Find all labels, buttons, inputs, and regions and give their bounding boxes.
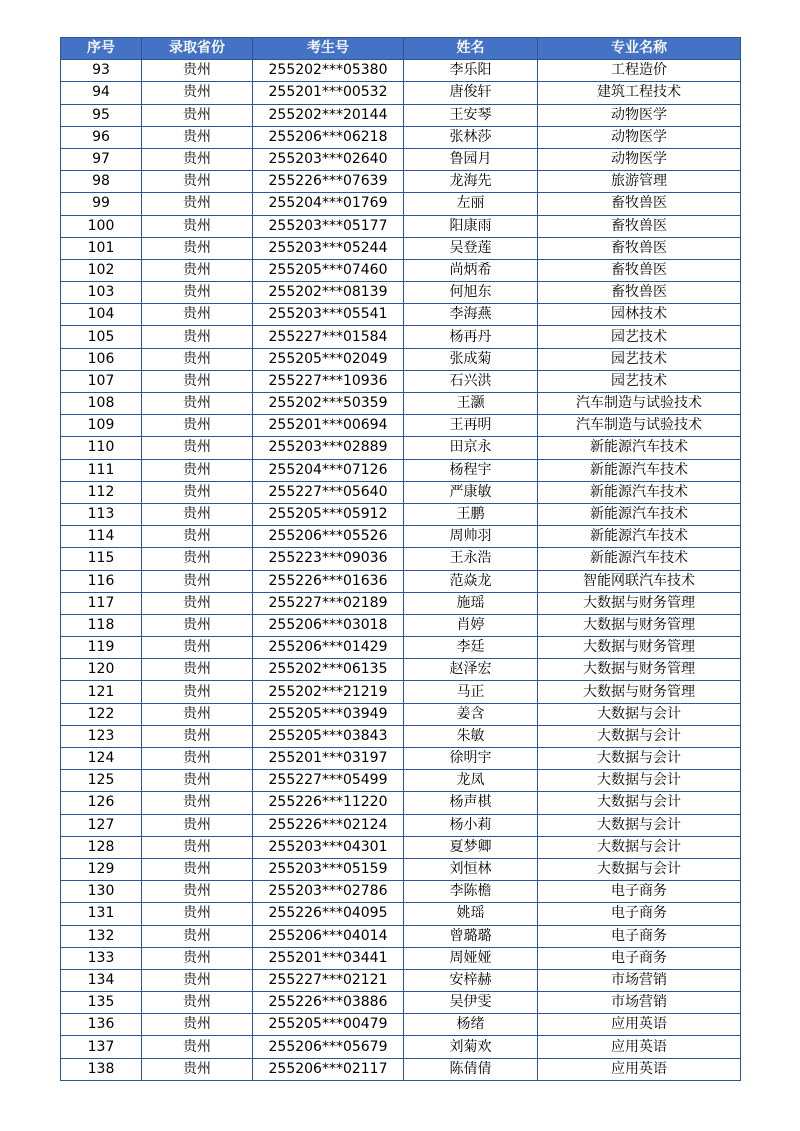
cell-major: 畜牧兽医 [538, 237, 741, 259]
cell-candidate-id: 255206***03018 [253, 614, 404, 636]
cell-seq: 110 [61, 437, 142, 459]
cell-province: 贵州 [142, 858, 253, 880]
cell-major: 电子商务 [538, 903, 741, 925]
cell-seq: 108 [61, 393, 142, 415]
cell-candidate-id: 255202***21219 [253, 681, 404, 703]
cell-candidate-id: 255206***05526 [253, 526, 404, 548]
cell-major: 园艺技术 [538, 348, 741, 370]
cell-candidate-id: 255205***02049 [253, 348, 404, 370]
cell-name: 杨小莉 [404, 814, 538, 836]
cell-seq: 136 [61, 1014, 142, 1036]
cell-candidate-id: 255203***02786 [253, 881, 404, 903]
cell-major: 市场营销 [538, 969, 741, 991]
cell-province: 贵州 [142, 237, 253, 259]
cell-major: 大数据与财务管理 [538, 614, 741, 636]
cell-seq: 109 [61, 415, 142, 437]
cell-candidate-id: 255203***05159 [253, 858, 404, 880]
cell-major: 工程造价 [538, 60, 741, 82]
table-row [61, 282, 741, 304]
cell-major: 新能源汽车技术 [538, 526, 741, 548]
table-row [61, 348, 741, 370]
cell-province: 贵州 [142, 814, 253, 836]
table-row [61, 548, 741, 570]
cell-major: 电子商务 [538, 947, 741, 969]
cell-major: 动物医学 [538, 148, 741, 170]
cell-seq: 126 [61, 792, 142, 814]
cell-name: 王鹏 [404, 503, 538, 525]
table-row [61, 992, 741, 1014]
cell-province: 贵州 [142, 259, 253, 281]
cell-major: 大数据与财务管理 [538, 681, 741, 703]
cell-major: 大数据与会计 [538, 748, 741, 770]
cell-name: 刘恒林 [404, 858, 538, 880]
cell-candidate-id: 255226***01636 [253, 570, 404, 592]
cell-candidate-id: 255202***05380 [253, 60, 404, 82]
cell-candidate-id: 255206***05679 [253, 1036, 404, 1058]
cell-candidate-id: 255226***11220 [253, 792, 404, 814]
cell-major: 新能源汽车技术 [538, 459, 741, 481]
cell-seq: 133 [61, 947, 142, 969]
cell-seq: 134 [61, 969, 142, 991]
cell-major: 市场营销 [538, 992, 741, 1014]
cell-province: 贵州 [142, 637, 253, 659]
table-row [61, 215, 741, 237]
cell-major: 动物医学 [538, 126, 741, 148]
cell-province: 贵州 [142, 370, 253, 392]
cell-candidate-id: 255227***02121 [253, 969, 404, 991]
cell-province: 贵州 [142, 526, 253, 548]
cell-province: 贵州 [142, 193, 253, 215]
table-row [61, 526, 741, 548]
cell-province: 贵州 [142, 415, 253, 437]
cell-seq: 124 [61, 748, 142, 770]
header-name: 姓名 [404, 38, 538, 60]
cell-seq: 121 [61, 681, 142, 703]
cell-seq: 94 [61, 82, 142, 104]
table-row [61, 60, 741, 82]
cell-name: 肖婷 [404, 614, 538, 636]
cell-seq: 117 [61, 592, 142, 614]
table-row [61, 393, 741, 415]
cell-seq: 130 [61, 881, 142, 903]
cell-province: 贵州 [142, 148, 253, 170]
cell-seq: 138 [61, 1058, 142, 1080]
cell-seq: 119 [61, 637, 142, 659]
cell-candidate-id: 255203***05244 [253, 237, 404, 259]
cell-seq: 101 [61, 237, 142, 259]
cell-major: 汽车制造与试验技术 [538, 415, 741, 437]
cell-name: 马正 [404, 681, 538, 703]
cell-major: 园艺技术 [538, 370, 741, 392]
cell-major: 大数据与会计 [538, 814, 741, 836]
table-row [61, 326, 741, 348]
cell-major: 新能源汽车技术 [538, 503, 741, 525]
cell-province: 贵州 [142, 703, 253, 725]
cell-name: 田京永 [404, 437, 538, 459]
cell-province: 贵州 [142, 992, 253, 1014]
cell-major: 大数据与财务管理 [538, 659, 741, 681]
table-row [61, 703, 741, 725]
cell-candidate-id: 255203***04301 [253, 836, 404, 858]
cell-major: 电子商务 [538, 881, 741, 903]
table-row [61, 104, 741, 126]
cell-seq: 137 [61, 1036, 142, 1058]
cell-province: 贵州 [142, 681, 253, 703]
cell-major: 新能源汽车技术 [538, 481, 741, 503]
cell-province: 贵州 [142, 171, 253, 193]
cell-major: 大数据与会计 [538, 703, 741, 725]
cell-province: 贵州 [142, 1036, 253, 1058]
cell-major: 电子商务 [538, 925, 741, 947]
header-major: 专业名称 [538, 38, 741, 60]
cell-province: 贵州 [142, 881, 253, 903]
admission-roster [60, 37, 740, 1081]
cell-major: 畜牧兽医 [538, 215, 741, 237]
cell-seq: 93 [61, 60, 142, 82]
table-row [61, 881, 741, 903]
table-row [61, 82, 741, 104]
cell-name: 张成菊 [404, 348, 538, 370]
cell-name: 姜含 [404, 703, 538, 725]
cell-name: 姚瑶 [404, 903, 538, 925]
cell-province: 贵州 [142, 1058, 253, 1080]
cell-name: 阳康雨 [404, 215, 538, 237]
cell-seq: 102 [61, 259, 142, 281]
cell-major: 应用英语 [538, 1058, 741, 1080]
cell-seq: 132 [61, 925, 142, 947]
table-row [61, 792, 741, 814]
cell-candidate-id: 255205***03843 [253, 725, 404, 747]
admission-table [60, 37, 741, 1081]
cell-name: 范焱龙 [404, 570, 538, 592]
table-row [61, 459, 741, 481]
table-row [61, 148, 741, 170]
cell-seq: 129 [61, 858, 142, 880]
cell-province: 贵州 [142, 614, 253, 636]
table-row [61, 925, 741, 947]
cell-province: 贵州 [142, 748, 253, 770]
cell-name: 尚炳希 [404, 259, 538, 281]
table-row [61, 681, 741, 703]
cell-seq: 127 [61, 814, 142, 836]
cell-candidate-id: 255227***10936 [253, 370, 404, 392]
cell-name: 陈倩倩 [404, 1058, 538, 1080]
table-row [61, 1036, 741, 1058]
cell-province: 贵州 [142, 969, 253, 991]
cell-seq: 113 [61, 503, 142, 525]
cell-province: 贵州 [142, 60, 253, 82]
cell-name: 王安琴 [404, 104, 538, 126]
cell-seq: 99 [61, 193, 142, 215]
cell-name: 何旭东 [404, 282, 538, 304]
cell-name: 严康敏 [404, 481, 538, 503]
cell-name: 夏梦卿 [404, 836, 538, 858]
table-row [61, 725, 741, 747]
cell-seq: 104 [61, 304, 142, 326]
table-row [61, 770, 741, 792]
cell-name: 朱敏 [404, 725, 538, 747]
cell-seq: 128 [61, 836, 142, 858]
cell-name: 杨再丹 [404, 326, 538, 348]
cell-seq: 112 [61, 481, 142, 503]
cell-major: 大数据与会计 [538, 792, 741, 814]
table-row [61, 903, 741, 925]
cell-name: 杨程宇 [404, 459, 538, 481]
cell-major: 大数据与会计 [538, 725, 741, 747]
cell-candidate-id: 255205***00479 [253, 1014, 404, 1036]
cell-candidate-id: 255203***05541 [253, 304, 404, 326]
cell-name: 周帅羽 [404, 526, 538, 548]
cell-major: 旅游管理 [538, 171, 741, 193]
table-row [61, 614, 741, 636]
cell-seq: 105 [61, 326, 142, 348]
cell-name: 龙凤 [404, 770, 538, 792]
cell-major: 大数据与财务管理 [538, 637, 741, 659]
cell-candidate-id: 255201***03197 [253, 748, 404, 770]
table-row [61, 259, 741, 281]
cell-seq: 96 [61, 126, 142, 148]
cell-major: 园艺技术 [538, 326, 741, 348]
cell-major: 大数据与会计 [538, 858, 741, 880]
header-seq: 序号 [61, 38, 142, 60]
cell-name: 左丽 [404, 193, 538, 215]
cell-candidate-id: 255206***04014 [253, 925, 404, 947]
cell-province: 贵州 [142, 836, 253, 858]
cell-major: 大数据与会计 [538, 770, 741, 792]
cell-seq: 122 [61, 703, 142, 725]
cell-major: 大数据与会计 [538, 836, 741, 858]
cell-candidate-id: 255203***05177 [253, 215, 404, 237]
cell-province: 贵州 [142, 126, 253, 148]
table-row [61, 481, 741, 503]
cell-major: 建筑工程技术 [538, 82, 741, 104]
cell-major: 应用英语 [538, 1014, 741, 1036]
cell-province: 贵州 [142, 903, 253, 925]
table-row [61, 415, 741, 437]
cell-name: 王再明 [404, 415, 538, 437]
cell-name: 李乐阳 [404, 60, 538, 82]
table-row [61, 570, 741, 592]
cell-candidate-id: 255203***02640 [253, 148, 404, 170]
cell-major: 园林技术 [538, 304, 741, 326]
cell-name: 杨绪 [404, 1014, 538, 1036]
cell-candidate-id: 255203***02889 [253, 437, 404, 459]
cell-major: 新能源汽车技术 [538, 437, 741, 459]
cell-province: 贵州 [142, 215, 253, 237]
cell-major: 应用英语 [538, 1036, 741, 1058]
cell-name: 徐明宇 [404, 748, 538, 770]
cell-candidate-id: 255202***20144 [253, 104, 404, 126]
cell-province: 贵州 [142, 393, 253, 415]
cell-province: 贵州 [142, 947, 253, 969]
cell-name: 龙海先 [404, 171, 538, 193]
cell-candidate-id: 255227***02189 [253, 592, 404, 614]
cell-name: 王永浩 [404, 548, 538, 570]
table-row [61, 237, 741, 259]
cell-major: 大数据与财务管理 [538, 592, 741, 614]
cell-seq: 95 [61, 104, 142, 126]
cell-candidate-id: 255202***50359 [253, 393, 404, 415]
cell-seq: 123 [61, 725, 142, 747]
cell-name: 张林莎 [404, 126, 538, 148]
cell-candidate-id: 255227***05499 [253, 770, 404, 792]
cell-name: 施瑶 [404, 592, 538, 614]
cell-candidate-id: 255226***03886 [253, 992, 404, 1014]
cell-province: 贵州 [142, 481, 253, 503]
table-row [61, 592, 741, 614]
cell-seq: 107 [61, 370, 142, 392]
table-row [61, 370, 741, 392]
cell-major: 畜牧兽医 [538, 259, 741, 281]
cell-name: 唐俊轩 [404, 82, 538, 104]
cell-province: 贵州 [142, 792, 253, 814]
cell-major: 智能网联汽车技术 [538, 570, 741, 592]
cell-province: 贵州 [142, 348, 253, 370]
cell-seq: 135 [61, 992, 142, 1014]
table-row [61, 858, 741, 880]
cell-province: 贵州 [142, 437, 253, 459]
cell-name: 石兴洪 [404, 370, 538, 392]
cell-province: 贵州 [142, 570, 253, 592]
table-row [61, 437, 741, 459]
cell-name: 王灏 [404, 393, 538, 415]
cell-name: 李陈檐 [404, 881, 538, 903]
cell-province: 贵州 [142, 326, 253, 348]
cell-candidate-id: 255223***09036 [253, 548, 404, 570]
cell-candidate-id: 255206***02117 [253, 1058, 404, 1080]
cell-candidate-id: 255206***01429 [253, 637, 404, 659]
cell-province: 贵州 [142, 659, 253, 681]
cell-seq: 111 [61, 459, 142, 481]
cell-province: 贵州 [142, 925, 253, 947]
table-row [61, 947, 741, 969]
cell-candidate-id: 255205***05912 [253, 503, 404, 525]
cell-candidate-id: 255202***08139 [253, 282, 404, 304]
cell-seq: 120 [61, 659, 142, 681]
table-row [61, 748, 741, 770]
cell-province: 贵州 [142, 592, 253, 614]
header-province: 录取省份 [142, 38, 253, 60]
cell-candidate-id: 255205***07460 [253, 259, 404, 281]
cell-seq: 118 [61, 614, 142, 636]
cell-name: 周娅娅 [404, 947, 538, 969]
cell-candidate-id: 255227***01584 [253, 326, 404, 348]
cell-candidate-id: 255227***05640 [253, 481, 404, 503]
cell-candidate-id: 255226***07639 [253, 171, 404, 193]
cell-province: 贵州 [142, 282, 253, 304]
cell-candidate-id: 255205***03949 [253, 703, 404, 725]
cell-candidate-id: 255226***04095 [253, 903, 404, 925]
cell-name: 李廷 [404, 637, 538, 659]
cell-seq: 103 [61, 282, 142, 304]
cell-province: 贵州 [142, 104, 253, 126]
cell-name: 安梓赫 [404, 969, 538, 991]
cell-candidate-id: 255226***02124 [253, 814, 404, 836]
cell-candidate-id: 255201***00694 [253, 415, 404, 437]
cell-name: 刘菊欢 [404, 1036, 538, 1058]
cell-name: 杨声棋 [404, 792, 538, 814]
cell-province: 贵州 [142, 304, 253, 326]
table-row [61, 503, 741, 525]
table-row [61, 126, 741, 148]
cell-candidate-id: 255206***06218 [253, 126, 404, 148]
cell-seq: 115 [61, 548, 142, 570]
cell-name: 吴伊雯 [404, 992, 538, 1014]
cell-seq: 106 [61, 348, 142, 370]
cell-province: 贵州 [142, 1014, 253, 1036]
cell-major: 畜牧兽医 [538, 193, 741, 215]
cell-major: 畜牧兽医 [538, 282, 741, 304]
cell-seq: 97 [61, 148, 142, 170]
cell-province: 贵州 [142, 459, 253, 481]
cell-name: 曾璐璐 [404, 925, 538, 947]
cell-major: 新能源汽车技术 [538, 548, 741, 570]
table-row [61, 814, 741, 836]
cell-province: 贵州 [142, 770, 253, 792]
table-header-row [61, 38, 741, 60]
table-row [61, 637, 741, 659]
cell-province: 贵州 [142, 82, 253, 104]
cell-seq: 125 [61, 770, 142, 792]
cell-seq: 116 [61, 570, 142, 592]
cell-seq: 114 [61, 526, 142, 548]
table-row [61, 659, 741, 681]
table-body [61, 60, 741, 1081]
cell-name: 鲁园月 [404, 148, 538, 170]
cell-candidate-id: 255204***01769 [253, 193, 404, 215]
cell-name: 李海燕 [404, 304, 538, 326]
header-candidate-id: 考生号 [253, 38, 404, 60]
table-row [61, 1058, 741, 1080]
table-row [61, 969, 741, 991]
cell-candidate-id: 255201***00532 [253, 82, 404, 104]
table-row [61, 304, 741, 326]
cell-candidate-id: 255202***06135 [253, 659, 404, 681]
cell-seq: 100 [61, 215, 142, 237]
cell-candidate-id: 255204***07126 [253, 459, 404, 481]
cell-seq: 131 [61, 903, 142, 925]
table-row [61, 171, 741, 193]
cell-name: 赵泽宏 [404, 659, 538, 681]
cell-candidate-id: 255201***03441 [253, 947, 404, 969]
cell-province: 贵州 [142, 548, 253, 570]
cell-name: 吴登莲 [404, 237, 538, 259]
table-row [61, 1014, 741, 1036]
cell-major: 汽车制造与试验技术 [538, 393, 741, 415]
cell-seq: 98 [61, 171, 142, 193]
table-row [61, 193, 741, 215]
cell-major: 动物医学 [538, 104, 741, 126]
cell-province: 贵州 [142, 503, 253, 525]
table-row [61, 836, 741, 858]
cell-province: 贵州 [142, 725, 253, 747]
